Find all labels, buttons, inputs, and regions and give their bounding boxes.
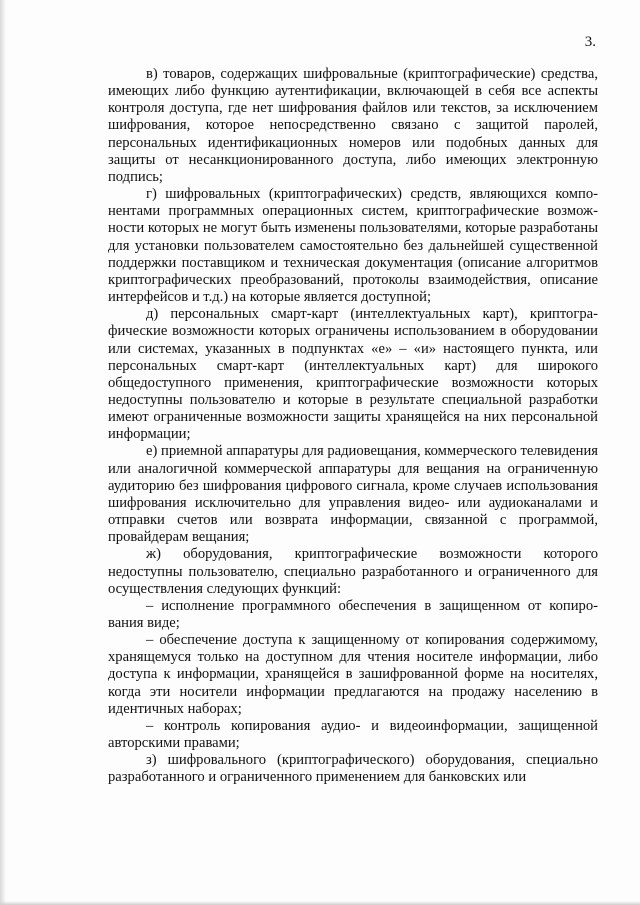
list-item-content-access: – обеспечение доступа к защищенному от копирования содержимому, хранящемуся только на доступном для чтения носителе информации, либо доступа к информации, хранящейся в зашифрованной форме на носителях, когда эти носители информации предлагаются на продажу населению в идентичных наборах; <box>108 632 598 717</box>
body-text <box>108 66 598 787</box>
paragraph-e: е) приемной аппаратуры для радиовещания, коммерческого телевидения или аналогичной коммерческой аппаратуры для вещания на ограниченную аудиторию без шифрования цифрового сигнала, кроме случаев использования шифрования исключительно для управления видео- или аудиоканалами и отправки счетов или возврата информации, связанной с программой, провайдерам вещания; <box>108 443 598 546</box>
paragraph-v: в) товаров, содержащих шифровальные (криптографические) средства, имеющих либо функцию аутентификации, включающей в себя все аспекты контроля доступа, где нет шифрования файлов или текстов, за исключением шифрования, которое непосредственно связано с защитой паролей, персональных идентификационных номеров или подобных данных для защиты от несанкционированного доступа, либо имеющих электронную подпись; <box>108 66 598 185</box>
paragraph-d: д) персональных смарт-карт (интеллектуальных карт), криптографические возможности которых ограничены использованием в оборудовании или системах, указанных в подпунктах «е» – «и» настоящего пункта, или персональных смарт-карт (интеллектуальных карт) для широкого общедоступного применения, криптографические возможности которых недоступны пользователю и которые в результате специальной разработки имеют ограниченные возможности защиты хранящейся на них персональной информации; <box>108 306 598 443</box>
scan-shadow-left <box>0 0 6 905</box>
page-number: 3. <box>584 34 596 50</box>
scan-shadow-bottom <box>0 901 640 905</box>
list-item-copy-control: – контроль копирования аудио- и видеоинформации, защищенной авторскими правами; <box>108 717 598 752</box>
paragraph-zh: ж) оборудования, криптографические возможности которого недоступны пользователю, специально разработанного и ограниченного для осуществления следующих функций: <box>108 546 598 597</box>
paragraph-g: г) шифровальных (криптографических) средств, являющихся компонентами программных операционных систем, криптографические возможности которых не могут быть изменены пользователями, которые разработаны для установки пользователем самостоятельно без дальнейшей существенной поддержки поставщиком и техническая документация (описание алгоритмов криптографических преобразований, протоколы взаимодействия, описание интерфейсов и т.д.) на которые является доступной; <box>108 186 598 306</box>
list-item-software-execution: – исполнение программного обеспечения в защищенном от копирования виде; <box>108 597 598 631</box>
paragraph-z: з) шифровального (криптографического) оборудования, специально разработанного и ограниченного применением для банковских или <box>108 752 598 786</box>
